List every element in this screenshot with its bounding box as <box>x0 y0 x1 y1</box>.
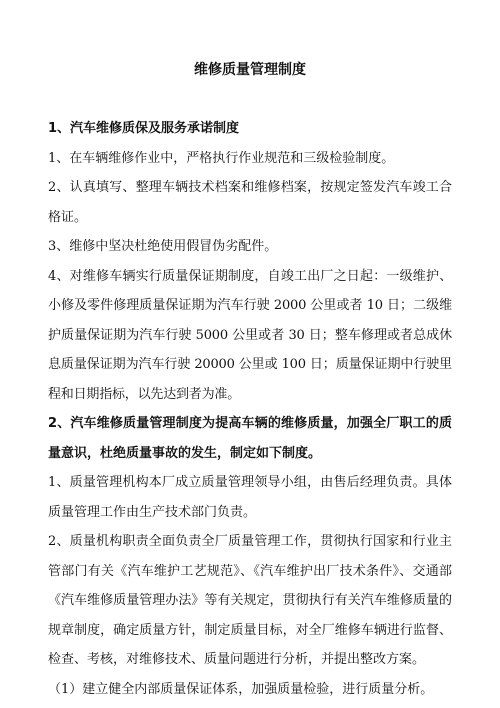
section-heading-2: 2、汽车维修质量管理制度为提高车辆的维修质量，加强全厂职工的质量意识，杜绝质量事故的发生，制定如下制度。 <box>48 416 452 461</box>
paragraph-1-4: 4、对维修车辆实行质量保证期制度，自竣工出厂之日起：一级维护、小修及零件修理质量保证期为汽车行驶 2000 公里或者 10 日；二级维护质量保证期为汽车行驶 5000 公里或者 30 日；整车修理或者总成休息质量保证期为汽车行驶 20000 公里或 100 日；质量保证期中行驶里程和日期指标，以先达到者为准。 <box>48 268 452 402</box>
paragraph-1-2: 2、认真填写、整理车辆技术档案和维修档案，按规定签发汽车竣工合格证。 <box>48 180 452 225</box>
section-heading-1: 1、汽车维修质保及服务承诺制度 <box>48 121 240 136</box>
paragraph-1-3: 3、维修中坚决杜绝使用假冒伪劣配件。 <box>48 239 278 254</box>
paragraph-2-1: 1、质量管理机构本厂成立质量管理领导小组，由售后经理负责。具体质量管理工作由生产技术部门负责。 <box>48 475 452 520</box>
paragraph-2-2: 2、质量机构职责全面负责全厂质量管理工作，贯彻执行国家和行业主管部门有关《汽车维护工艺规范》、《汽车维护出厂技术条件》、交通部《汽车维修质量管理办法》等有关规定，贯彻执行有关汽车维修质量的规章制度，确定质量方针，制定质量目标，对全厂维修车辆进行监督、检查、考核，对维修技术、质量问题进行分析，并提出整改方案。 <box>48 534 452 667</box>
paragraph-1-1: 1、在车辆维修作业中，严格执行作业规范和三级检验制度。 <box>48 150 395 166</box>
paragraph-2-2-1: （1）建立健全内部质量保证体系，加强质量检验，进行质量分析。 <box>48 681 434 697</box>
document-title: 维修质量管理制度 <box>194 62 306 78</box>
